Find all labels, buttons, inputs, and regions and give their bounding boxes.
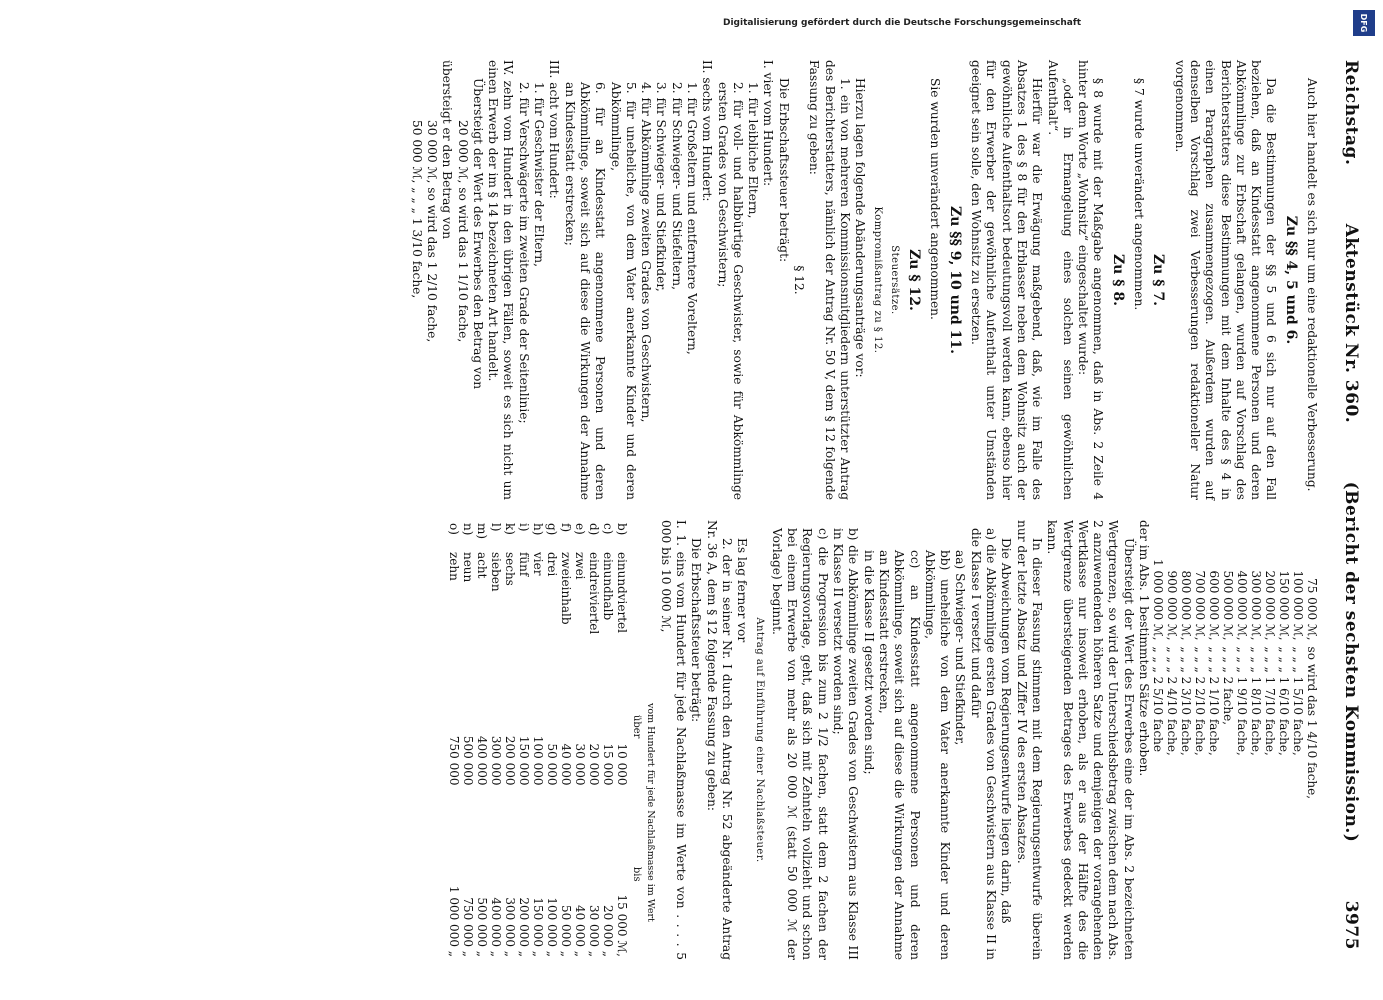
table-cell: acht [475,551,490,579]
table-cell: 1 000 000 ℳ, [1151,559,1165,641]
page-header [1331,60,1371,950]
table-row [560,520,574,960]
paragraph: § 8 wurde mit der Maßgabe angenommen, daß in Abs. 2 Zeile 4 hinter dem Worte „Wohnsitz“ eingeschaltet wurde: [1076,60,1106,500]
table-cell: 400 000 ℳ, [1235,570,1249,641]
table-cell: 20 000 „ [601,904,616,957]
table-cell: 750 000 „ [461,897,476,957]
table-row [518,520,532,960]
table-cell: 150 000 [517,735,532,786]
paragraph: 1. ein von mehreren Kommissionsmitgliedern unterstützter Antrag des Berichterstatters, nämlich der Antrag Nr. 50 V, dem § 12 folgende Fassung zu geben: [807,60,852,500]
section-heading: Zu § 8. [1109,253,1126,307]
table-cell: „ „ „ 1 9/10 fache, [1235,646,1249,756]
table-cell: 20 000 [587,743,602,786]
table-row [476,520,490,960]
table-row [1277,556,1291,802]
table-cell: 200 000 „ [517,897,532,957]
table-header: vom Hundert für jede Nachlaßmasse im Wert [645,703,657,922]
table-cell: i) [517,523,532,532]
table-row [616,520,630,960]
table-cell: 1 000 000 „ [447,885,462,957]
table-cell: 400 000 „ [489,897,504,957]
subheading: Antrag auf Einführung einer Nachlaßsteuer. [753,617,765,863]
paragraph: Da die Bestimmungen der §§ 5 und 6 sich nur auf den Fall beziehen, daß an Kindesstatt angenommene Personen und deren Abkömmlinge zur Erbschaft gelangen, wurden auf Vorschlag des Berichterstatters diese Bestimmungen mit dem Inhalte des § 4 in einen Paragraphen zusammengezogen. Außerdem wurden auf denselben Vorschlag zwei Verbesserungen redaktioneller Natur vorgenommen. [1172,60,1279,500]
paragraph: Übersteigt der Wert des Erwerbes eine der im Abs. 2 bezeichneten Wertgrenzen, so wird der Unterschiedsbetrag zwischen dem nach Abs. 2 anzuwendenden höheren Satze und demjenigen der vorangehenden Wertklasse nur insoweit erhoben, als er aus der Hälfte des die Wertgrenze übersteigenden Betrages des Erwerbes gedeckt werden kann. [1045,520,1136,960]
table-cell: drei [545,551,560,577]
table-cell: 100 000 ℳ, [1291,570,1305,641]
list-item: 2. für Schwieger- und Stiefeltern, [669,82,684,290]
paragraph: § 7 wurde unverändert angenommen. [1132,78,1147,311]
subheading: Kompromißantrag zu § 12. [871,206,883,354]
paragraph: Die Abweichungen vom Regierungsentwurfe liegen darin, daß [999,538,1014,924]
table-cell: 30 000 „ [587,904,602,957]
right-column [448,520,1320,960]
table-cell: „ „ „ 2 fache, [1221,646,1235,726]
paragraph: I. 1. eins vom Hundert für jede Nachlaßmasse im Werte von . . . . 5 000 bis 10 000 ℳ, [658,520,689,960]
table-cell: „ „ „ 2 1/10 fache, [1207,646,1221,756]
paragraph: Übersteigt der Wert des Erwerbes den Betrag von [470,78,485,390]
table-row [1151,556,1165,802]
table-cell: 100 000 „ [545,897,560,957]
table-cell: 15 000 [601,743,616,786]
subheading: Steuersätze. [888,245,900,315]
table-cell: „ „ „ 2 4/10 fache, [1165,646,1179,756]
table-cell: fünf [517,551,532,577]
table-row [1221,556,1235,802]
table-cell: zweieinhalb [559,551,574,625]
table-cell: 150 000 ℳ, [1277,570,1291,641]
list-item: bb) uneheliche von dem Vater anerkannte Kinder und deren Abkömmlinge, [922,550,953,960]
table-cell: „ „ „ 1 7/10 fache, [1263,646,1277,756]
left-column [408,60,1319,500]
table-cell: „ „ „ 2 3/10 fache, [1179,646,1193,756]
list-item: cc) an Kindesstatt angenommene Personen und deren Abkömmlinge, soweit sich auf diese die Wirkungen der Annahme an Kindesstatt erstrecken, [876,550,922,960]
table-cell: 150 000 „ [531,897,546,957]
paragraph: Sie wurden unverändert angenommen. [928,78,943,320]
paragraph: Auch hier handelt es sich nur um eine redaktionelle Verbesserung. [1305,78,1319,492]
list-item: 2. für voll- und halbbürtige Geschwister, sowie für Abkömmlinge ersten Grades von Geschwistern; [715,82,745,500]
digitization-note: Digitalisierung gefördert durch die Deutsche Forschungsgemeinschaft [723,18,1082,28]
rate-line: 50 000 ℳ, „ „ „ 1 3/10 fache, [409,120,424,299]
table-cell: 500 000 [461,735,476,786]
table-cell: 200 000 ℳ, [1263,570,1277,641]
list-item: in die Klasse II gesetzt worden sind; [861,550,876,775]
bracket-table [448,520,658,960]
list-item: aa) Schwieger- und Stiefkinder, [953,550,968,746]
table-row [1193,556,1207,802]
table-cell: 200 000 [503,735,518,786]
list-item: 5. für uneheliche, von dem Vater anerkannte Kinder und deren Abkömmlinge, [608,82,638,500]
table-row [532,520,546,960]
table-cell: 10 000 [615,743,630,786]
table-row [546,520,560,960]
list-item: I. vier vom Hundert: [761,60,776,187]
table-cell: 300 000 „ [503,897,518,957]
table-row [1263,556,1277,802]
list-item: 4. für Abkömmlinge zweiten Grades von Geschwistern, [639,82,654,423]
table-cell: d) [587,523,602,536]
paragraph-title: § 12. [792,265,807,295]
table-cell: „ „ „ 2 5/10 fache [1151,646,1165,752]
table-cell: l) [489,523,504,532]
section-heading: Zu § 7. [1150,253,1167,307]
table-cell: 40 000 „ [573,904,588,957]
table-cell: e) [573,523,588,535]
table-cell: 100 000 [531,735,546,786]
list-item: 2. für Verschwägerte im zweiten Grade der Seitenlinie; [516,82,531,424]
table-row [588,520,602,960]
table-header: über [631,714,643,739]
table-cell: „ „ „ 2 2/10 fache, [1193,646,1207,756]
table-cell: vier [531,551,546,576]
table-cell: 75 000 ℳ, [1305,578,1319,641]
list-item: III. acht vom Hundert: [547,60,562,199]
list-item: b) die Abkömmlinge zweiten Grades von Geschwistern aus Klasse III in Klasse II versetzt worden sind; [831,528,861,960]
section-heading: Zu §§ 4, 5 und 6. [1282,215,1299,345]
table-cell: sieben [489,551,504,592]
dfg-logo: DFG [1353,10,1375,36]
header-subtitle: (Bericht der sechsten Kommission.) [1341,481,1361,843]
paragraph: Die Erbschaftssteuer beträgt: [689,538,704,723]
table-cell: 50 000 [545,743,560,786]
list-item: a) die Abkömmlinge ersten Grades von Geschwistern aus Klasse II in die Klasse I versetzt und dafür [968,528,999,960]
table-cell: 300 000 ℳ, [1249,570,1263,641]
table-row [1305,556,1319,802]
table-row [1291,556,1305,802]
table-cell: b) [615,523,630,536]
table-cell: g) [545,523,560,536]
table-cell: 300 000 [489,735,504,786]
header-left: Reichstag. [1341,60,1361,166]
table-row [1249,556,1263,802]
table-cell: einundviertel [615,551,630,633]
table-row [448,520,462,960]
list-item: 3. für Schwieger- und Stiefkinder, [654,82,669,292]
table-cell: einundhalb [601,551,616,621]
list-item: 6. für an Kindesstatt angenommene Personen und deren Abkömmlinge, soweit sich auf diese die Wirkungen der Annahme an Kindesstatt erstrecken; [562,82,608,500]
table-cell: 15 000 ℳ, [615,894,630,957]
table-cell: „ „ „ 1 8/10 fache, [1249,646,1263,756]
table-header: bis [631,866,643,882]
header-title: Aktenstück Nr. 360. [1341,223,1361,424]
table-row [1207,556,1221,802]
paragraph: Hierfür war die Erwägung maßgebend, daß, wie im Falle des Absatzes 1 des § 8 für den Erblasser neben dem Wohnsitz auch der gewöhnliche Aufenthaltsort bedeutungsvoll werden kann, ebenso hier für den Erwerber der gewöhnliche Aufenthalt unter Umständen geeignet sein solle, den Wohnsitz zu ersetzen. [969,60,1045,500]
table-row [504,520,518,960]
table-cell: k) [503,523,518,535]
list-item: 1. für Großeltern und entferntere Voreltern, [685,82,700,355]
table-cell: 30 000 [573,743,588,786]
table-cell: o) [447,523,462,535]
table-cell: 800 000 ℳ, [1179,570,1193,641]
table-cell: 600 000 ℳ, [1207,570,1221,641]
table-cell: 40 000 [559,743,574,786]
paragraph: Die Erbschaftssteuer beträgt: [776,78,791,263]
paragraph: Es lag ferner vor [735,538,750,643]
table-cell: „ „ „ 1 5/10 fache, [1291,646,1305,756]
table-cell: „ „ „ 1 6/10 fache, [1277,646,1291,756]
table-row [1179,556,1193,802]
section-heading: Zu §§ 9, 10 und 11. [946,205,963,354]
table-cell: eindreiviertel [587,551,602,635]
list-item: II. sechs vom Hundert: [700,60,715,202]
table-cell: f) [559,523,574,533]
table-cell: 700 000 ℳ, [1193,570,1207,641]
rate-line: 20 000 ℳ, so wird das 1 1/10 fache, [455,120,470,343]
table-cell: 50 000 „ [559,904,574,957]
table-cell: 900 000 ℳ, [1165,570,1179,641]
paragraph: Hierzu lagen folgende Abänderungsanträge vor: [853,78,868,378]
rate-line: 30 000 ℳ, so wird das 1 2/10 fache, [424,120,439,343]
table-cell: 750 000 [447,735,462,786]
table-row [490,520,504,960]
table-cell: m) [475,523,490,540]
list-item: 1. für leibliche Eltern, [746,82,761,219]
rate-table [1151,556,1319,802]
table-cell: zehn [447,551,462,581]
table-cell: h) [531,523,546,536]
table-row [574,520,588,960]
table-cell: sechs [503,551,518,586]
list-item: 1. für Geschwister der Eltern, [532,82,547,268]
table-cell: 500 000 „ [475,897,490,957]
paragraph: übersteigt er den Betrag von [440,60,455,240]
list-item: IV. zehn vom Hundert in den übrigen Fällen, soweit es sich nicht um einen Erwerb der im § 14 bezeichneten Art handelt. [486,60,516,500]
table-cell: c) [601,523,616,535]
table-cell: neun [461,551,476,583]
table-cell: zwei [573,551,588,580]
list-item: c) die Progression bis zum 2 1/2 fachen, statt dem 2 fachen der Regierungsvorlage, geht, daß sich mit Zehnteln vollzieht und schon bei einem Erwerbe von mehr als 20 000 ℳ (statt 50 000 ℳ der Vorlage) beginnt. [769,528,830,960]
page-number: 3975 [1341,900,1361,950]
table-row [1165,556,1179,802]
paragraph: der im Abs. 1 bestimmten Sätze erhoben. [1137,520,1151,777]
table-cell: 400 000 [475,735,490,786]
quote: „oder in Ermangelung eines solchen seinen gewöhnlichen Aufenthalt“. [1045,60,1075,500]
table-cell: so wird das 1 4/10 fache, [1305,646,1319,800]
paragraph: In dieser Fassung stimmen mit dem Regierungsentwurfe überein nur der letzte Absatz und Ziffer IV des ersten Absatzes. [1014,520,1044,960]
paragraph: 2. der in seiner Nr. I durch den Antrag Nr. 52 abgeänderte Antrag Nr. 36 A, dem § 12 folgende Fassung zu geben: [704,520,734,960]
section-heading: Zu § 12. [906,249,923,311]
table-row [462,520,476,960]
table-cell: n) [461,523,476,536]
table-cell: 500 000 ℳ, [1221,570,1235,641]
table-row [1235,556,1249,802]
table-row [602,520,616,960]
